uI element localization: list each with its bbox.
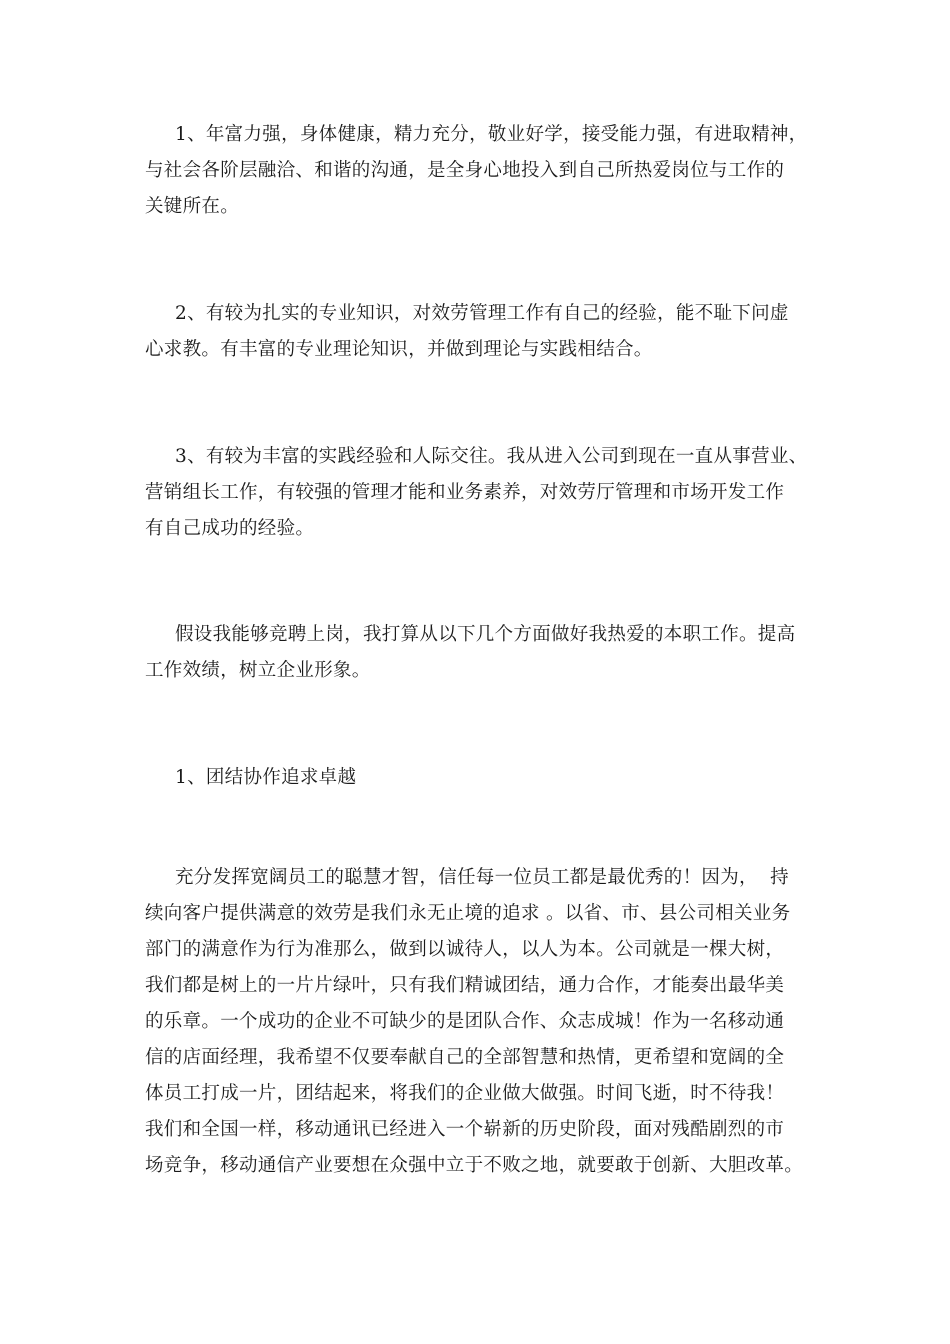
paragraph-line: 1、年富力强，身体健康，精力充分，敬业好学，接受能力强，有进取精神， xyxy=(175,124,808,145)
paragraph-line: 体员工打成一片，团结起来，将我们的企业做大做强。时间飞逝，时不待我！ xyxy=(145,1083,785,1104)
paragraph-5 xyxy=(145,860,813,1184)
paragraph-line: 假设我能够竞聘上岗，我打算从以下几个方面做好我热爱的本职工作。提高 xyxy=(175,624,796,645)
paragraph-line: 信的店面经理，我希望不仅要奉献自己的全部智慧和热情，更希望和宽阔的全 xyxy=(145,1047,785,1068)
paragraph-2 xyxy=(145,296,813,368)
paragraph-line: 2、有较为扎实的专业知识，对效劳管理工作有自己的经验，能不耻下问虚 xyxy=(175,303,789,324)
paragraph-line: 心求教。有丰富的专业理论知识，并做到理论与实践相结合。 xyxy=(145,339,653,360)
paragraph-3 xyxy=(145,439,813,547)
paragraph-line: 充分发挥宽阔员工的聪慧才智，信任每一位员工都是最优秀的！因为， 持 xyxy=(175,867,789,888)
paragraph-line: 部门的满意作为行为准那么，做到以诚待人，以人为本。公司就是一棵大树， xyxy=(145,939,785,960)
paragraph-line: 有自己成功的经验。 xyxy=(145,518,315,539)
paragraph-line: 与社会各阶层融洽、和谐的沟通，是全身心地投入到自己所热爱岗位与工作的 xyxy=(145,160,785,181)
paragraph-line: 我们和全国一样，移动通讯已经进入一个崭新的历史阶段，面对残酷剧烈的市 xyxy=(145,1119,785,1140)
paragraph-line: 我们都是树上的一片片绿叶，只有我们精诚团结，通力合作，才能奏出最华美 xyxy=(145,975,785,996)
section-heading-text: 1、团结协作追求卓越 xyxy=(175,767,357,788)
paragraph-line: 续向客户提供满意的效劳是我们永无止境的追求 。以省、市、县公司相关业务 xyxy=(145,903,791,924)
paragraph-line: 场竞争，移动通信产业要想在众强中立于不败之地，就要敢于创新、大胆改革。 xyxy=(145,1155,804,1176)
section-heading xyxy=(145,760,813,796)
paragraph-line: 3、有较为丰富的实践经验和人际交往。我从进入公司到现在一直从事营业、 xyxy=(175,446,808,467)
paragraph-line: 关键所在。 xyxy=(145,196,240,217)
paragraph-line: 营销组长工作，有较强的管理才能和业务素养，对效劳厅管理和市场开发工作 xyxy=(145,482,785,503)
paragraph-line: 工作效绩，树立企业形象。 xyxy=(145,660,371,681)
paragraph-line: 的乐章。一个成功的企业不可缺少的是团队合作、众志成城！作为一名移动通 xyxy=(145,1011,785,1032)
paragraph-1 xyxy=(145,117,813,225)
paragraph-4 xyxy=(145,617,813,689)
